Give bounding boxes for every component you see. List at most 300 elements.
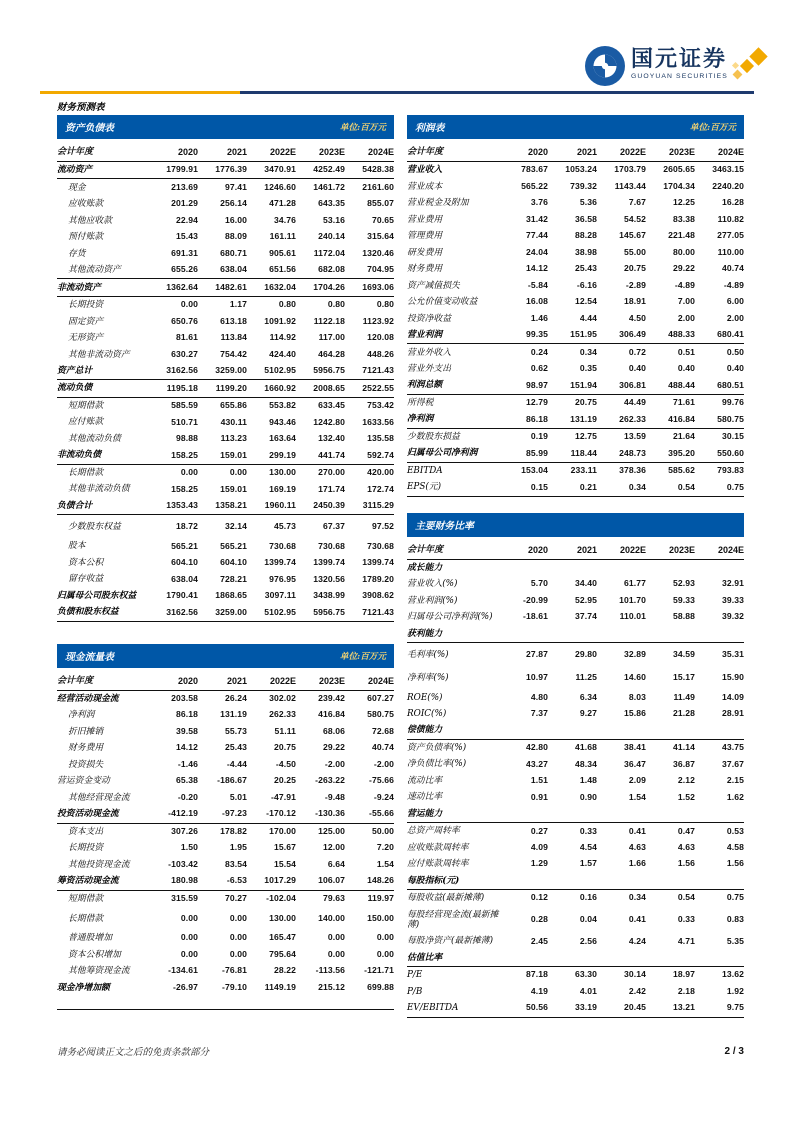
value-cell: -6.16 bbox=[576, 279, 597, 290]
table-row bbox=[57, 313, 394, 329]
value-cell: 4.09 bbox=[530, 841, 548, 852]
value-cell: 976.95 bbox=[269, 573, 296, 584]
year-column-header: 2020 bbox=[499, 139, 548, 162]
value-cell: 34.76 bbox=[273, 214, 296, 225]
table-row bbox=[407, 228, 744, 244]
value-cell: 0.34 bbox=[579, 346, 597, 357]
value-cell: 135.58 bbox=[367, 433, 394, 444]
section-header-cell: 成长能力 bbox=[407, 562, 443, 573]
value-cell: 4.50 bbox=[628, 312, 646, 323]
value-cell: 1790.41 bbox=[166, 590, 198, 601]
value-cell: 8.03 bbox=[628, 691, 646, 702]
value-cell: 0.16 bbox=[579, 892, 597, 903]
value-cell: 114.92 bbox=[269, 332, 296, 343]
row-label: 财务费用 bbox=[407, 264, 443, 275]
row-label: 长期借款 bbox=[68, 467, 104, 478]
table-row bbox=[57, 947, 394, 963]
value-cell: 5.35 bbox=[726, 935, 744, 946]
brand-header bbox=[584, 45, 768, 87]
value-cell: -186.67 bbox=[217, 775, 247, 786]
value-cell: 11.49 bbox=[673, 691, 695, 702]
value-cell: 855.07 bbox=[367, 198, 394, 209]
value-cell: -4.44 bbox=[226, 758, 247, 769]
brand-text bbox=[631, 47, 728, 80]
value-cell: 65.38 bbox=[175, 775, 198, 786]
value-cell: 15.86 bbox=[623, 708, 646, 719]
table-row bbox=[407, 361, 744, 377]
value-cell: 110.00 bbox=[717, 246, 744, 257]
table-row bbox=[57, 363, 394, 380]
value-cell: 416.84 bbox=[318, 709, 345, 720]
row-label: 其他筹资现金流 bbox=[68, 966, 130, 977]
value-cell: 1.92 bbox=[726, 985, 744, 996]
row-label: ROE(%) bbox=[407, 692, 443, 703]
value-cell: 0.75 bbox=[726, 892, 744, 903]
table-row bbox=[57, 179, 394, 196]
value-cell: 213.69 bbox=[171, 181, 198, 192]
value-cell: 704.95 bbox=[345, 262, 394, 279]
row-label: 资本公积 bbox=[68, 557, 104, 568]
value-cell: 0.47 bbox=[677, 825, 695, 836]
value-cell: 754.42 bbox=[220, 348, 247, 359]
value-cell: 50.56 bbox=[499, 1000, 548, 1017]
value-cell: 72.68 bbox=[371, 725, 394, 736]
value-cell: 1195.18 bbox=[149, 380, 198, 397]
value-cell: 728.21 bbox=[220, 573, 247, 584]
section-header-cell: 偿债能力 bbox=[407, 722, 744, 739]
value-cell: -79.10 bbox=[222, 981, 247, 992]
value-cell: 9.75 bbox=[695, 1000, 744, 1017]
value-cell: 27.87 bbox=[525, 648, 548, 659]
value-cell: 1122.18 bbox=[313, 315, 345, 326]
row-label: 长期投资 bbox=[68, 300, 104, 311]
table-row bbox=[57, 757, 394, 773]
value-cell: 2.42 bbox=[628, 985, 646, 996]
year-header-row bbox=[57, 139, 394, 162]
table-row bbox=[407, 706, 744, 722]
value-cell: 0.72 bbox=[628, 346, 646, 357]
value-cell: 86.18 bbox=[175, 709, 198, 720]
table-row bbox=[407, 773, 744, 789]
row-label: 公允价值变动收益 bbox=[407, 297, 478, 308]
value-cell: 37.67 bbox=[721, 758, 744, 769]
value-cell: 262.33 bbox=[597, 411, 646, 428]
value-cell: -113.56 bbox=[315, 965, 345, 976]
row-label: 投资活动现金流 bbox=[57, 806, 149, 823]
value-cell: 170.00 bbox=[269, 825, 296, 836]
table-row bbox=[407, 377, 744, 394]
value-cell: 464.28 bbox=[318, 348, 345, 359]
value-cell: 178.82 bbox=[220, 825, 247, 836]
value-cell: 12.79 bbox=[525, 397, 548, 408]
value-cell: 0.91 bbox=[530, 791, 548, 802]
value-cell: 151.95 bbox=[548, 327, 597, 344]
value-cell: 682.08 bbox=[296, 262, 345, 279]
value-cell: 5.70 bbox=[530, 578, 548, 589]
value-cell: -134.61 bbox=[168, 965, 198, 976]
row-label: 财务费用 bbox=[68, 743, 104, 754]
value-cell: 113.84 bbox=[220, 332, 247, 343]
value-cell: 98.88 bbox=[175, 433, 198, 444]
table-row bbox=[57, 212, 394, 228]
value-cell: 13.21 bbox=[646, 1000, 695, 1017]
table-title: 主要财务比率 bbox=[415, 520, 474, 532]
value-cell: 1143.44 bbox=[614, 180, 646, 191]
table-row bbox=[57, 690, 394, 707]
row-label: 固定资产 bbox=[68, 316, 104, 327]
value-cell: 32.14 bbox=[224, 520, 247, 531]
value-cell: -20.99 bbox=[523, 594, 548, 605]
value-cell: 0.12 bbox=[530, 892, 548, 903]
table-row bbox=[57, 707, 394, 723]
value-cell: 39.33 bbox=[721, 594, 744, 605]
value-cell: 5428.38 bbox=[345, 162, 394, 179]
year-header-label: 会计年度 bbox=[407, 139, 499, 162]
value-cell: 180.98 bbox=[149, 873, 198, 890]
value-cell: 655.26 bbox=[149, 262, 198, 279]
value-cell: 43.75 bbox=[721, 742, 744, 753]
value-cell: 77.44 bbox=[525, 230, 548, 241]
table-row bbox=[407, 277, 744, 293]
value-cell: 0.40 bbox=[628, 363, 646, 374]
table-row bbox=[407, 211, 744, 227]
value-cell: 20.75 bbox=[574, 397, 597, 408]
value-cell: 1.54 bbox=[628, 791, 646, 802]
value-cell: 699.88 bbox=[367, 981, 394, 992]
row-label: 无形资产 bbox=[68, 333, 104, 344]
table-row bbox=[57, 262, 394, 279]
value-cell: 680.71 bbox=[220, 247, 247, 258]
table-row bbox=[407, 840, 744, 856]
value-cell: 1461.72 bbox=[313, 181, 345, 192]
table-row bbox=[407, 195, 744, 211]
table-row bbox=[57, 279, 394, 296]
table-row bbox=[57, 873, 394, 890]
row-label: 营业收入 bbox=[407, 165, 443, 176]
value-cell: 34.59 bbox=[672, 648, 695, 659]
table-row bbox=[407, 294, 744, 310]
value-cell: 1693.06 bbox=[345, 279, 394, 296]
value-cell: -2.00 bbox=[324, 758, 345, 769]
value-cell: 4.63 bbox=[677, 841, 695, 852]
value-cell: 18.91 bbox=[623, 296, 646, 307]
value-cell: 48.34 bbox=[574, 758, 597, 769]
table-row bbox=[407, 261, 744, 277]
value-cell: 88.28 bbox=[574, 230, 597, 241]
value-cell: 0.21 bbox=[548, 479, 597, 496]
value-cell: 905.61 bbox=[269, 247, 296, 258]
table-row bbox=[57, 162, 394, 179]
row-label: 应付账款周转率 bbox=[407, 859, 469, 870]
value-cell: 21.28 bbox=[672, 708, 695, 719]
value-cell: 277.05 bbox=[717, 230, 744, 241]
value-cell: 131.19 bbox=[220, 709, 247, 720]
table-row bbox=[57, 397, 394, 414]
value-cell: 86.18 bbox=[499, 411, 548, 428]
value-cell: 117.00 bbox=[318, 332, 345, 343]
year-column-header: 2024E bbox=[345, 668, 394, 691]
value-cell: 302.02 bbox=[269, 693, 296, 703]
value-cell: 2.45 bbox=[530, 935, 548, 946]
table-row bbox=[57, 773, 394, 789]
table-row bbox=[57, 840, 394, 856]
value-cell: -1.46 bbox=[177, 758, 198, 769]
row-label: 少数股东权益 bbox=[68, 521, 121, 532]
value-cell: 2450.39 bbox=[296, 498, 345, 515]
row-label: 普通股增加 bbox=[68, 933, 112, 944]
value-cell: 580.75 bbox=[695, 411, 744, 428]
table-row bbox=[407, 643, 744, 667]
value-cell: 0.00 bbox=[180, 912, 198, 923]
row-label: 所得税 bbox=[407, 397, 434, 408]
value-cell: 6.00 bbox=[726, 296, 744, 307]
value-cell: 550.60 bbox=[695, 445, 744, 462]
value-cell: 1399.74 bbox=[362, 557, 394, 568]
value-cell: 604.10 bbox=[220, 557, 247, 568]
row-label: 资产总计 bbox=[57, 363, 149, 380]
section-header-cell: 获利能力 bbox=[407, 626, 744, 643]
value-cell: 0.00 bbox=[180, 932, 198, 943]
table-row bbox=[407, 162, 744, 179]
value-cell: 5.01 bbox=[229, 791, 247, 802]
value-cell: -97.23 bbox=[198, 806, 247, 823]
value-cell: 0.00 bbox=[229, 932, 247, 943]
value-cell: 1320.46 bbox=[362, 247, 394, 258]
value-cell: 0.83 bbox=[726, 913, 744, 924]
value-cell: -6.53 bbox=[198, 873, 247, 890]
value-cell: 420.00 bbox=[367, 467, 394, 478]
header-rule bbox=[40, 91, 754, 94]
value-cell: -5.84 bbox=[527, 279, 548, 290]
value-cell: 30.14 bbox=[623, 969, 646, 980]
right-column bbox=[407, 115, 744, 1018]
value-cell: 9.27 bbox=[579, 708, 597, 719]
year-header-label: 会计年度 bbox=[57, 668, 149, 691]
value-cell: 3097.11 bbox=[264, 590, 296, 601]
value-cell: 424.40 bbox=[269, 348, 296, 359]
table-row bbox=[407, 856, 744, 872]
table-row bbox=[57, 963, 394, 979]
table-row bbox=[57, 980, 394, 996]
table-row bbox=[57, 740, 394, 756]
value-cell: -2.00 bbox=[373, 758, 394, 769]
row-label: 资本支出 bbox=[68, 826, 104, 837]
balance-sheet-table bbox=[57, 115, 394, 622]
header-rule-navy bbox=[240, 91, 754, 94]
value-cell: 262.33 bbox=[269, 709, 296, 720]
value-cell: 0.00 bbox=[180, 467, 198, 478]
table-row bbox=[407, 907, 744, 934]
value-cell: 14.12 bbox=[175, 742, 198, 753]
table-row bbox=[407, 394, 744, 411]
year-column-header: 2022E bbox=[597, 139, 646, 162]
value-cell: 110.82 bbox=[717, 213, 744, 224]
section-header-cell: 估值比率 bbox=[407, 950, 744, 967]
table-row bbox=[57, 498, 394, 515]
value-cell: 240.14 bbox=[318, 231, 345, 242]
value-cell: 4.58 bbox=[726, 841, 744, 852]
value-cell: 33.19 bbox=[548, 1000, 597, 1017]
value-cell: 120.08 bbox=[367, 332, 394, 343]
value-cell: 7.67 bbox=[628, 197, 646, 208]
value-cell: 315.64 bbox=[367, 231, 394, 242]
row-label: 负债合计 bbox=[57, 498, 149, 515]
value-cell: 3470.91 bbox=[247, 162, 296, 179]
table-row bbox=[407, 411, 744, 428]
table-row bbox=[407, 310, 744, 326]
value-cell: 145.67 bbox=[619, 230, 646, 241]
value-cell: 0.34 bbox=[628, 892, 646, 903]
value-cell: 553.82 bbox=[269, 400, 296, 411]
value-cell: 643.35 bbox=[318, 198, 345, 209]
row-label: 短期借款 bbox=[68, 893, 104, 904]
value-cell: 0.00 bbox=[229, 912, 247, 923]
value-cell: 40.74 bbox=[371, 742, 394, 753]
table-row bbox=[57, 604, 394, 621]
table-row bbox=[407, 722, 744, 739]
value-cell: 1.57 bbox=[579, 858, 597, 869]
value-cell: 16.28 bbox=[721, 197, 744, 208]
row-label: 流动比率 bbox=[407, 775, 443, 786]
row-label: 净利润 bbox=[68, 710, 95, 721]
table-row bbox=[407, 178, 744, 194]
value-cell: -2.89 bbox=[625, 279, 646, 290]
value-cell: 12.00 bbox=[322, 842, 345, 853]
value-cell: -26.97 bbox=[173, 981, 198, 992]
value-cell: 2605.65 bbox=[663, 164, 695, 175]
table-row bbox=[57, 447, 394, 464]
row-label: 每股经营现金流(最新摊薄) bbox=[407, 909, 499, 930]
table-row bbox=[407, 609, 744, 625]
row-label: 营业税金及附加 bbox=[407, 198, 469, 209]
value-cell: 1.56 bbox=[726, 858, 744, 869]
value-cell: 25.43 bbox=[574, 263, 597, 274]
row-label: EPS(元) bbox=[407, 479, 499, 496]
ratios-band bbox=[407, 513, 744, 537]
value-cell: -18.61 bbox=[523, 611, 548, 622]
value-cell: 52.95 bbox=[574, 594, 597, 605]
value-cell: 0.75 bbox=[695, 479, 744, 496]
section-header-cell: 每股指标(元) bbox=[407, 873, 744, 890]
table-row bbox=[407, 1000, 744, 1017]
value-cell: 5956.75 bbox=[296, 363, 345, 380]
value-cell: 306.49 bbox=[597, 327, 646, 344]
value-cell: 651.56 bbox=[247, 262, 296, 279]
row-label: P/E bbox=[407, 970, 423, 981]
value-cell: 21.64 bbox=[672, 431, 695, 442]
value-cell: 691.31 bbox=[171, 247, 198, 258]
row-label: 净负债比率(%) bbox=[407, 759, 467, 770]
value-cell: 98.97 bbox=[499, 377, 548, 394]
table-row bbox=[57, 464, 394, 481]
row-label: 长期借款 bbox=[68, 913, 104, 924]
value-cell: 36.87 bbox=[672, 758, 695, 769]
value-cell: 4.63 bbox=[628, 841, 646, 852]
value-cell: -9.48 bbox=[324, 791, 345, 802]
unit-label: 单位:百万元 bbox=[339, 651, 386, 662]
value-cell: 38.41 bbox=[623, 742, 646, 753]
table-row bbox=[57, 790, 394, 806]
row-label: 其他经营现金流 bbox=[68, 792, 130, 803]
table-row bbox=[407, 967, 744, 984]
value-cell: 51.11 bbox=[274, 725, 296, 736]
value-cell: 87.18 bbox=[525, 969, 548, 980]
table-row bbox=[57, 555, 394, 571]
value-cell: 16.00 bbox=[224, 214, 247, 225]
value-cell: 42.80 bbox=[525, 742, 548, 753]
value-cell: 0.41 bbox=[628, 913, 646, 924]
value-cell: 4.01 bbox=[579, 985, 597, 996]
value-cell: 81.61 bbox=[175, 332, 198, 343]
row-label: 毛利率(%) bbox=[407, 649, 449, 660]
row-label: 少数股东损益 bbox=[407, 431, 460, 442]
value-cell: 6.34 bbox=[579, 691, 597, 702]
value-cell: 12.75 bbox=[574, 431, 597, 442]
value-cell: 68.06 bbox=[322, 725, 345, 736]
value-cell: 71.61 bbox=[672, 397, 695, 408]
table-row bbox=[57, 806, 394, 823]
value-cell: 2240.20 bbox=[712, 180, 744, 191]
value-cell: 12.54 bbox=[574, 296, 597, 307]
row-label: 净利率(%) bbox=[407, 672, 449, 683]
value-cell: -130.36 bbox=[296, 806, 345, 823]
value-cell: 0.40 bbox=[677, 363, 695, 374]
value-cell: 18.72 bbox=[175, 520, 198, 531]
value-cell: 0.40 bbox=[726, 363, 744, 374]
value-cell: 1703.79 bbox=[614, 164, 646, 175]
year-column-header: 2021 bbox=[198, 139, 247, 162]
value-cell: 0.28 bbox=[530, 913, 548, 924]
value-cell: 41.68 bbox=[574, 742, 597, 753]
spacer-row bbox=[57, 996, 394, 1010]
value-cell: 233.11 bbox=[570, 465, 597, 476]
row-label: 营业外收入 bbox=[407, 347, 451, 358]
table-row bbox=[57, 196, 394, 212]
table-row bbox=[407, 890, 744, 907]
value-cell: 37.74 bbox=[574, 611, 597, 622]
year-column-header: 2020 bbox=[149, 668, 198, 691]
cash-flow-table bbox=[57, 644, 394, 1010]
value-cell: 15.17 bbox=[672, 671, 695, 682]
value-cell: 1149.19 bbox=[264, 981, 296, 992]
year-column-header: 2023E bbox=[296, 139, 345, 162]
value-cell: 0.33 bbox=[579, 825, 597, 836]
value-cell: 35.31 bbox=[721, 648, 744, 659]
value-cell: 0.04 bbox=[579, 913, 597, 924]
value-cell: 3115.29 bbox=[345, 498, 394, 515]
value-cell: 3908.62 bbox=[362, 590, 394, 601]
value-cell: -102.04 bbox=[266, 892, 296, 903]
value-cell: 30.15 bbox=[721, 431, 744, 442]
value-cell: 0.41 bbox=[628, 825, 646, 836]
value-cell: 40.74 bbox=[721, 263, 744, 274]
value-cell: 221.48 bbox=[668, 230, 695, 241]
value-cell: 256.14 bbox=[220, 198, 247, 209]
value-cell: 441.74 bbox=[296, 447, 345, 464]
table-row bbox=[407, 984, 744, 1000]
table-title: 利润表 bbox=[415, 123, 445, 134]
row-label: 流动资产 bbox=[57, 162, 149, 179]
value-cell: 118.44 bbox=[548, 445, 597, 462]
table-row bbox=[407, 576, 744, 592]
row-label: 非流动资产 bbox=[57, 279, 149, 296]
row-label: 流动负债 bbox=[57, 380, 149, 397]
table-row bbox=[407, 428, 744, 445]
value-cell: 655.86 bbox=[220, 400, 247, 411]
value-cell: 2008.65 bbox=[296, 380, 345, 397]
value-cell: 28.22 bbox=[273, 965, 296, 976]
value-cell: 165.47 bbox=[269, 932, 296, 943]
